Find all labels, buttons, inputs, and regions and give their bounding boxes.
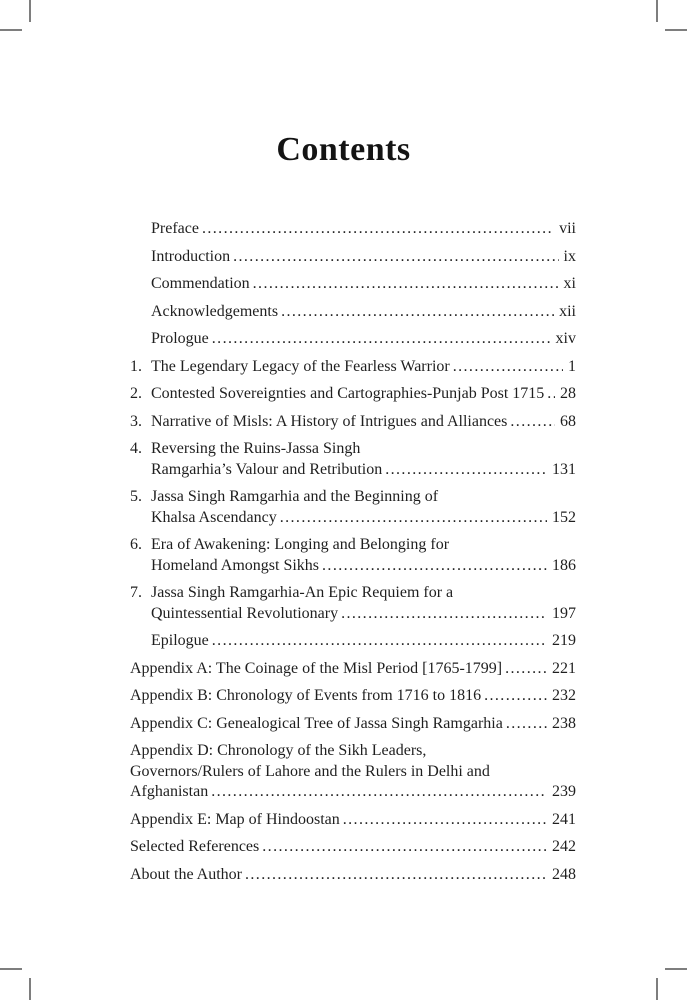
toc-entry xyxy=(130,659,576,680)
dot-leader xyxy=(510,412,555,433)
toc-entry-text: Ramgarhia’s Valour and Retribution xyxy=(151,460,383,478)
dot-leader xyxy=(506,714,547,735)
toc-entry-body xyxy=(130,659,576,680)
toc-entry-text: Preface xyxy=(151,220,199,237)
toc-entry-body xyxy=(130,686,576,707)
toc-page-number: 232 xyxy=(552,687,576,704)
crop-mark-top-right-horizontal xyxy=(665,29,687,31)
toc-entry xyxy=(130,384,576,405)
dot-leader xyxy=(253,274,559,295)
toc-entry-number: 6. xyxy=(130,536,142,553)
toc-entry-text: Appendix D: Chronology of the Sikh Leaders, xyxy=(130,742,427,759)
toc-entry-line xyxy=(151,535,576,556)
toc-page-number: 241 xyxy=(552,810,576,828)
toc-page-number: 1 xyxy=(568,357,576,375)
dot-leader xyxy=(212,329,551,350)
toc-entry-text: Afghanistan xyxy=(130,783,209,800)
toc-entry-body xyxy=(151,384,576,405)
toc-entry xyxy=(130,357,576,378)
toc-entry-text: Commendation xyxy=(151,275,250,292)
toc-entry xyxy=(130,810,576,831)
toc-entry-number: 4. xyxy=(130,440,142,457)
toc-entry-body xyxy=(151,439,576,480)
toc-entry-body xyxy=(151,329,576,350)
toc-entry-line xyxy=(151,508,576,529)
toc-entry-text: Selected References xyxy=(130,838,260,855)
toc-page-number: xiv xyxy=(555,330,576,347)
toc-entry-body xyxy=(151,535,576,576)
toc-entry-text: Appendix C: Genealogical Tree of Jassa Singh Ramgarhia xyxy=(130,714,503,732)
toc-entry-body xyxy=(151,302,576,323)
toc-entry-line xyxy=(130,865,576,886)
toc-entry-line xyxy=(151,357,576,378)
toc-entry-line xyxy=(151,583,576,604)
toc-entry-text: Homeland Amongst Sikhs xyxy=(151,556,320,574)
toc-entry-text: Appendix A: The Coinage of the Misl Period [1765-1799] xyxy=(130,659,503,677)
dot-leader xyxy=(343,810,547,831)
toc-entry xyxy=(130,247,576,268)
toc-page-number: 152 xyxy=(552,508,576,526)
toc-entry xyxy=(130,714,576,735)
toc-entry-body xyxy=(151,412,576,433)
toc-entry-text: Contested Sovereignties and Cartographies-Punjab Post 1715 xyxy=(151,385,545,402)
toc-entry-body xyxy=(130,714,576,735)
toc-entry-line xyxy=(151,329,576,350)
toc-entry-line xyxy=(151,439,576,460)
dot-leader xyxy=(202,219,554,240)
dot-leader xyxy=(385,460,547,481)
toc-entry-line xyxy=(151,274,576,295)
page-title: Contents xyxy=(276,131,411,168)
toc-entry-line xyxy=(130,837,576,858)
toc-entry-number: 2. xyxy=(130,385,142,402)
toc-entry xyxy=(130,412,576,433)
toc-entry-line xyxy=(151,384,576,405)
table-of-contents xyxy=(130,167,576,885)
toc-entry xyxy=(130,535,576,576)
toc-entry xyxy=(130,439,576,480)
toc-entry xyxy=(130,865,576,886)
toc-entry-line xyxy=(130,686,576,707)
toc-entry-line xyxy=(151,302,576,323)
dot-leader xyxy=(547,384,555,405)
toc-entry-number: 5. xyxy=(130,488,142,505)
toc-entry xyxy=(130,274,576,295)
dot-leader xyxy=(322,556,547,577)
toc-entry-text: Reversing the Ruins-Jassa Singh xyxy=(151,440,361,457)
toc-entry-text: Era of Awakening: Longing and Belonging for xyxy=(151,536,450,553)
toc-entry xyxy=(130,686,576,707)
toc-entry-line xyxy=(130,762,576,783)
toc-entry-line xyxy=(151,556,576,577)
toc-page-number: 28 xyxy=(560,385,576,402)
toc-entry-body xyxy=(151,247,576,268)
toc-entry-text: Narrative of Misls: A History of Intrigues and Alliances xyxy=(151,412,508,430)
toc-entry-body xyxy=(151,274,576,295)
toc-entry-body xyxy=(151,487,576,528)
dot-leader xyxy=(262,837,547,858)
toc-page-number: 68 xyxy=(560,412,576,430)
dot-leader xyxy=(281,302,554,323)
dot-leader xyxy=(280,508,547,529)
toc-page-number: 239 xyxy=(552,783,576,800)
toc-page-number: 238 xyxy=(552,714,576,732)
toc-entry-line xyxy=(151,631,576,652)
toc-entry-text: Quintessential Revolutionary xyxy=(151,604,339,622)
toc-entry xyxy=(130,741,576,803)
toc-page-number: 197 xyxy=(552,604,576,622)
toc-entry-body xyxy=(130,865,576,886)
dot-leader xyxy=(484,686,547,707)
toc-entry-line xyxy=(130,659,576,680)
toc-entry-line xyxy=(130,741,576,762)
toc-entry xyxy=(130,302,576,323)
toc-page-number: 186 xyxy=(552,556,576,574)
crop-mark-bottom-left-vertical xyxy=(29,978,31,1000)
toc-entry-text: Introduction xyxy=(151,247,231,265)
toc-entry-body xyxy=(151,631,576,652)
toc-entry-text: Jassa Singh Ramgarhia-An Epic Requiem for a xyxy=(151,584,454,601)
dot-leader xyxy=(233,247,558,268)
toc-page-number: 221 xyxy=(552,659,576,677)
toc-entry-text: Epilogue xyxy=(151,632,209,649)
dot-leader xyxy=(505,659,547,680)
toc-entry-body xyxy=(151,357,576,378)
toc-entry-body xyxy=(151,219,576,240)
toc-entry-line xyxy=(151,604,576,625)
dot-leader xyxy=(211,782,547,803)
toc-page-number: 248 xyxy=(552,865,576,883)
toc-entry-text: Prologue xyxy=(151,330,209,347)
toc-page-number: ix xyxy=(563,247,576,265)
toc-entry xyxy=(130,583,576,624)
toc-entry xyxy=(130,329,576,350)
toc-entry-number: 3. xyxy=(130,412,142,430)
crop-mark-bottom-right-horizontal xyxy=(665,968,687,970)
toc-page-number: 131 xyxy=(552,460,576,478)
toc-entry-text: The Legendary Legacy of the Fearless Warrior xyxy=(151,357,450,375)
toc-entry-text: Jassa Singh Ramgarhia and the Beginning of xyxy=(151,488,439,505)
toc-page-number: 242 xyxy=(552,838,576,855)
dot-leader xyxy=(245,865,547,886)
toc-entry-body xyxy=(151,583,576,624)
toc-entry-line xyxy=(130,810,576,831)
toc-entry-line xyxy=(151,487,576,508)
crop-mark-top-left-vertical xyxy=(29,0,31,22)
toc-entry-text: Khalsa Ascendancy xyxy=(151,508,277,526)
dot-leader xyxy=(453,357,563,378)
crop-mark-bottom-left-horizontal xyxy=(0,968,22,970)
toc-entry-text: Appendix E: Map of Hindoostan xyxy=(130,810,340,828)
toc-page-number: xi xyxy=(563,275,576,292)
toc-entry-text: Acknowledgements xyxy=(151,302,279,320)
toc-entry-line xyxy=(130,782,576,803)
toc-entry-text: Governors/Rulers of Lahore and the Rulers in Delhi and xyxy=(130,762,490,780)
toc-entry-line xyxy=(151,412,576,433)
toc-entry xyxy=(130,487,576,528)
toc-entry-number: 1. xyxy=(130,357,142,375)
toc-entry-line xyxy=(151,219,576,240)
dot-leader xyxy=(341,604,547,625)
toc-entry-line xyxy=(151,460,576,481)
toc-entry-text: About the Author xyxy=(130,865,242,883)
toc-page-number: vii xyxy=(559,220,576,237)
toc-entry-body xyxy=(130,741,576,803)
toc-page-number: xii xyxy=(559,302,576,320)
toc-entry-body xyxy=(130,810,576,831)
toc-entry-line xyxy=(130,714,576,735)
toc-entry-number: 7. xyxy=(130,584,142,601)
toc-entry xyxy=(130,631,576,652)
crop-mark-top-right-vertical xyxy=(656,0,658,22)
crop-mark-top-left-horizontal xyxy=(0,29,22,31)
toc-entry-text: Appendix B: Chronology of Events from 1716 to 1816 xyxy=(130,687,482,704)
dot-leader xyxy=(212,631,547,652)
toc-page-number: 219 xyxy=(552,632,576,649)
toc-entry-body xyxy=(130,837,576,858)
crop-mark-bottom-right-vertical xyxy=(656,978,658,1000)
toc-entry xyxy=(130,837,576,858)
toc-entry-line xyxy=(151,247,576,268)
toc-entry xyxy=(130,219,576,240)
